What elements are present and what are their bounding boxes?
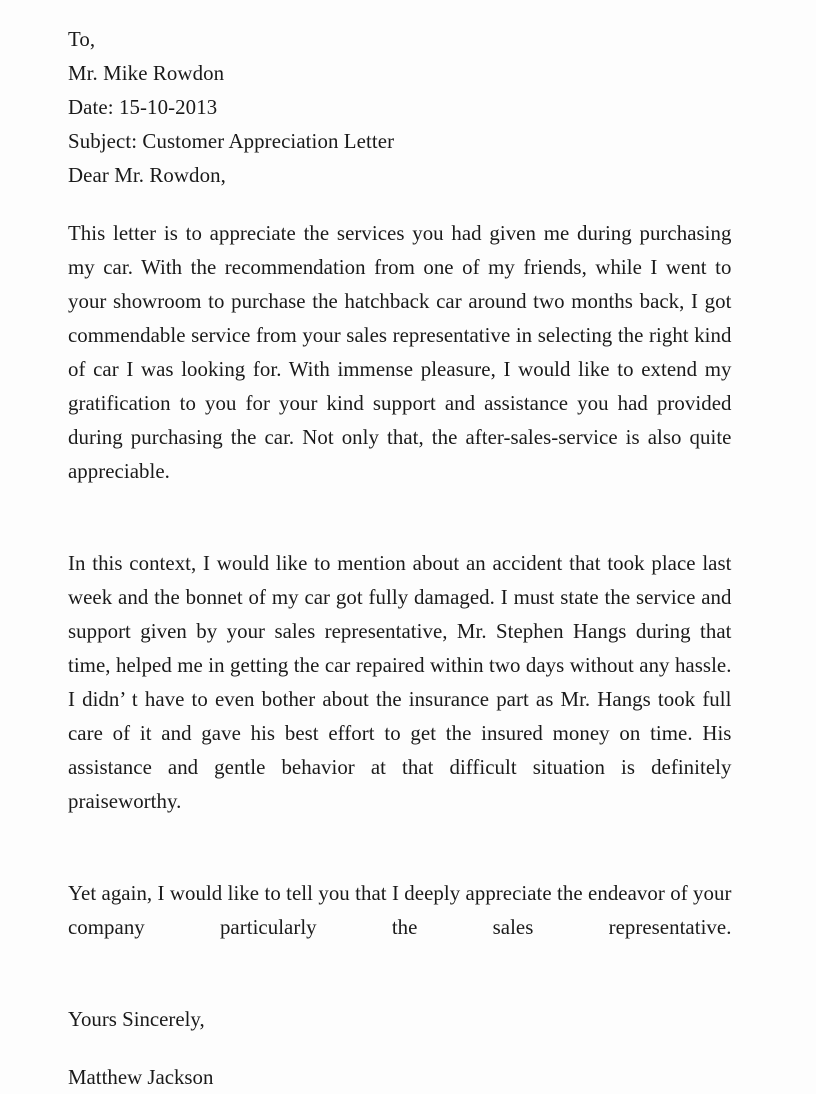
subject-line: Subject: Customer Appreciation Letter bbox=[68, 129, 395, 153]
recipient-name: Mr. Mike Rowdon bbox=[68, 61, 225, 85]
sender-name-line: Matthew Jackson bbox=[68, 1065, 214, 1089]
date-line: Date: 15-10-2013 bbox=[68, 95, 218, 119]
body-paragraph-1: This letter is to appreciate the services you had given me during purchasing my car. With the recommendation from one of my friends, while I went to your showroom to purchase the hatchback car around two months back, I got commendable service from your sales representative in selecting the right kind of car I was looking for. With immense pleasure, I would like to extend my gratification to you for your kind support and assistance you had provided during purchasing the car. Not only that, the after-sales-service is also quite appreciable. bbox=[68, 221, 732, 483]
letter-content bbox=[68, 22, 752, 1094]
body-paragraph-3: Yet again, I would like to tell you that I deeply appreciate the endeavor of your company particularly the sales representative. bbox=[68, 881, 732, 939]
salutation-line: Dear Mr. Rowdon, bbox=[68, 163, 226, 187]
body-paragraph-2: In this context, I would like to mention about an accident that took place last week and the bonnet of my car got fully damaged. I must state the service and support given by your sales representative, Mr. Stephen Hangs during that time, helped me in getting the car repaired within two days without any hassle. I didn’ t have to even bother about the insurance part as Mr. Hangs took full care of it and gave his best effort to get the insured money on time. His assistance and gentle behavior at that difficult situation is definitely praiseworthy. bbox=[68, 551, 732, 813]
sign-off-line: Yours Sincerely, bbox=[68, 1007, 205, 1031]
to-label: To, bbox=[68, 27, 96, 51]
letter-header bbox=[68, 22, 752, 192]
